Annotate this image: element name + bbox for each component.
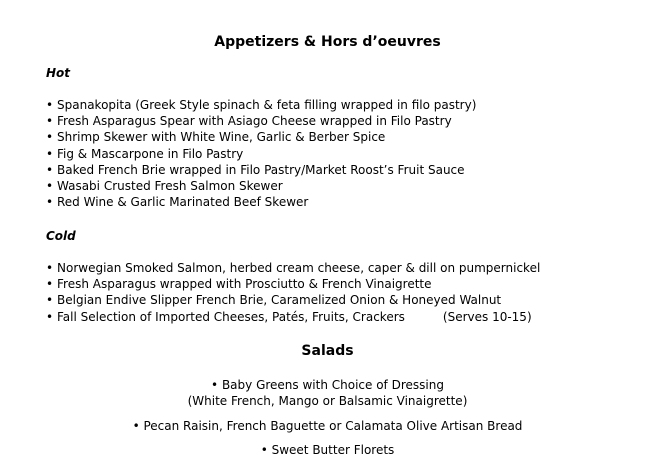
cold-heading: Cold	[46, 229, 76, 243]
list-item	[46, 178, 476, 194]
appetizers-title: Appetizers & Hors d’oeuvres	[214, 34, 441, 50]
list-item	[46, 309, 540, 325]
item-text: Wasabi Crusted Fresh Salmon Skewer	[57, 179, 283, 194]
item-text: Fresh Asparagus Spear with Asiago Cheese wrapped in Filo Pastry	[57, 114, 452, 129]
list-item	[46, 260, 540, 276]
list-item	[46, 97, 476, 113]
salad-item-butter	[0, 442, 655, 458]
item-text: Fall Selection of Imported Cheeses, Patés, Fruits, Crackers	[57, 309, 405, 324]
bullet: •	[46, 293, 54, 308]
item-text: Norwegian Smoked Salmon, herbed cream cheese, caper & dill on pumpernickel	[57, 261, 541, 275]
salad-item-dressing-options: (White French, Mango or Balsamic Vinaigrette)	[187, 394, 468, 408]
item-text: Fresh Asparagus wrapped with Prosciutto & French Vinaigrette	[57, 277, 432, 292]
item-text: Pecan Raisin, French Baguette or Calamata Olive Artisan Bread	[143, 419, 523, 433]
salad-item-bread	[0, 418, 655, 434]
serves-note: (Serves 10-15)	[442, 309, 532, 324]
bullet: •	[46, 195, 54, 210]
hot-items-list	[46, 97, 476, 210]
salad-item-baby-greens	[0, 377, 655, 393]
cold-items-list	[46, 260, 540, 325]
item-text: Red Wine & Garlic Marinated Beef Skewer	[57, 195, 309, 210]
bullet: •	[46, 261, 54, 275]
list-item	[46, 276, 540, 292]
item-text: Baked French Brie wrapped in Filo Pastry/Market Roost’s Fruit Sauce	[57, 162, 465, 177]
item-text: Belgian Endive Slipper French Brie, Caramelized Onion & Honeyed Walnut	[57, 293, 502, 308]
item-text: Sweet Butter Florets	[271, 443, 395, 457]
bullet: •	[46, 162, 54, 177]
list-item	[46, 113, 476, 129]
item-text: Shrimp Skewer with White Wine, Garlic & Berber Spice	[57, 130, 386, 145]
bullet: •	[46, 309, 54, 324]
bullet: •	[211, 378, 219, 392]
bullet: •	[46, 130, 54, 145]
item-text: Baby Greens with Choice of Dressing	[221, 378, 444, 392]
bullet: •	[46, 98, 54, 112]
bullet: •	[260, 443, 268, 457]
list-item	[46, 129, 476, 145]
list-item	[46, 162, 476, 178]
bullet: •	[46, 277, 54, 292]
item-text: Fig & Mascarpone in Filo Pastry	[57, 146, 244, 161]
hot-heading: Hot	[46, 66, 71, 80]
bullet: •	[132, 419, 140, 433]
list-item	[46, 146, 476, 162]
bullet: •	[46, 146, 54, 161]
list-item	[46, 292, 540, 308]
salads-title: Salads	[301, 343, 354, 359]
bullet: •	[46, 179, 54, 194]
item-text: Spanakopita (Greek Style spinach & feta filling wrapped in filo pastry)	[57, 98, 477, 112]
bullet: •	[46, 114, 54, 129]
list-item	[46, 194, 476, 210]
